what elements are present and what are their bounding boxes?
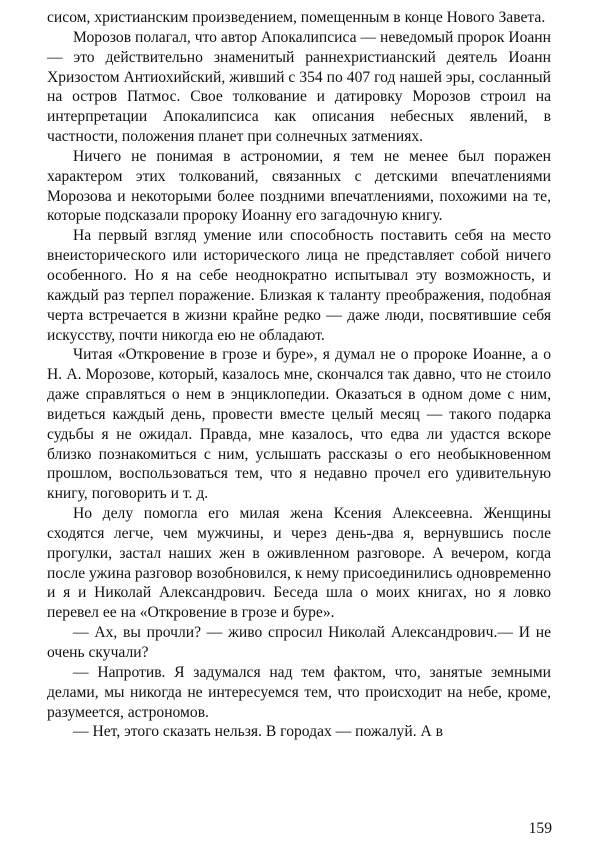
dialogue-line-3: — Нет, этого сказать нельзя. В городах — пожалуй. А в: [73, 723, 444, 741]
paragraph-3: Ничего не понимая в астрономии, я тем не менее был поражен характером этих толкований, связанных с детскими впечатлениями Морозова и некоторыми более поздними впечатлениями, похожими на те, которые подсказали пророку Иоанну его загадочную книгу.: [47, 147, 551, 225]
paragraph-4: На первый взгляд умение или способность поставить себя на место внеисторического или исторического лица не представляет собой ничего особенного. Но я на себе неоднократно испытывал эту возможность, и каждый раз терпел поражение. Близкая к таланту преображения, подобная черта встречается в жизни крайне редко — даже люди, посвятившие себя искусству, почти никогда ею не обладают.: [47, 227, 551, 344]
page-body: [47, 8, 551, 742]
paragraph-1: сисом, христианским произведением, помещенным в конце Нового Завета.: [47, 9, 546, 26]
dialogue-line-1: — Ах, вы прочли? — живо спросил Николай Александрович.— И не очень скучали?: [47, 624, 551, 661]
paragraph-5: Читая «Откровение в грозе и буре», я думал не о пророке Иоанне, а о Н. А. Морозове, который, казалось мне, скончался так давно, что не стоило даже справляться о нем в энциклопедии. Оказаться в одном доме с ним, видеться каждый день, провести вместе целый месяц — такого подарка судьбы я не ожидал. Правда, мне казалось, что едва ли удастся вскоре близко познакомиться с ним, услышать рассказы о его необыкновенном прошлом, воспользоваться тем, что я недавно прочел его удивительную книгу, поговорить и т. д.: [47, 346, 551, 503]
page-number: 159: [528, 820, 552, 837]
paragraph-6: Но делу помогла его милая жена Ксения Алексеевна. Женщины сходятся легче, чем мужчины, и через день-два я, вернувшись после прогулки, застал наших жен в оживленном разговоре. А вечером, когда после ужина разговор возобновился, к нему присоединились одновременно и я и Николай Александрович. Беседа шла о моих книгах, но я ловко перевел ее на «Откровение в грозе и буре».: [47, 505, 551, 622]
paragraph-2: Морозов полагал, что автор Апокалипсиса — неведомый пророк Иоанн — это действительно знаменитый раннехристианский деятель Иоанн Хризостом Антиохийский, живший с 354 по 407 год нашей эры, сосланный на остров Патмос. Свое толкование и датировку Морозов строил на интерпретации Апокалипсиса как описания небесных явлений, в частности, положения планет при солнечных затмениях.: [47, 28, 551, 146]
dialogue-line-2: — Напротив. Я задумался над тем фактом, что, занятые земными делами, мы никогда не интересуемся тем, что происходит на небе, кроме, разумеется, астрономов.: [47, 663, 551, 721]
